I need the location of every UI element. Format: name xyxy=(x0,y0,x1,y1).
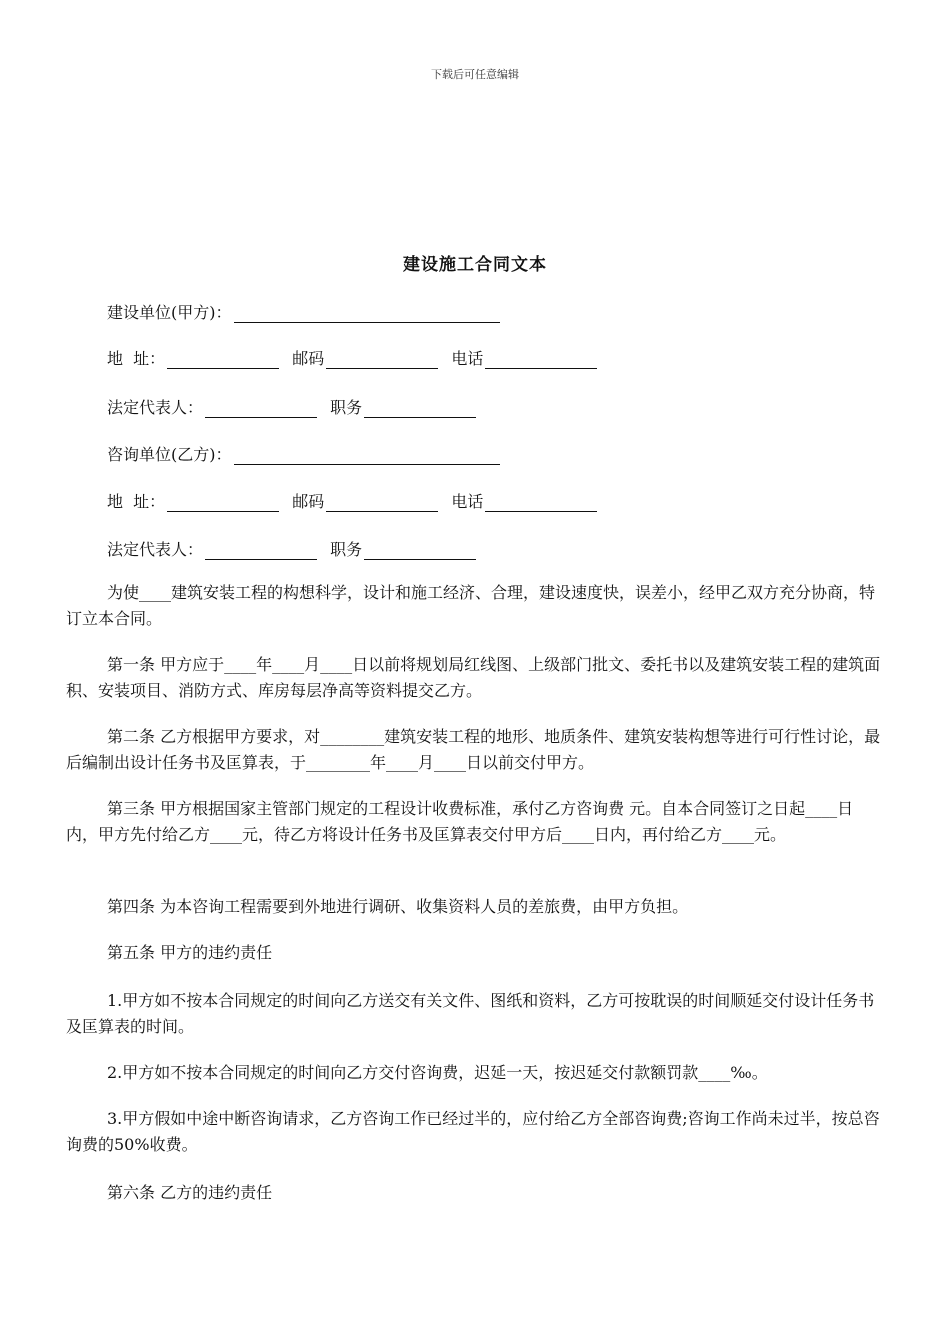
party-a-address-line xyxy=(107,346,599,369)
party-b-rep-label: 法定代表人： xyxy=(107,540,204,559)
party-b-rep-blank xyxy=(205,541,317,560)
party-a-rep-label: 法定代表人： xyxy=(107,398,204,417)
party-b-position-label: 职务 xyxy=(330,540,363,559)
party-b-postcode-blank xyxy=(326,493,438,512)
page-header-note: 下载后可任意编辑 xyxy=(431,68,519,81)
party-b-unit-label: 咨询单位(乙方)： xyxy=(107,445,232,464)
party-b-unit-line xyxy=(107,442,502,465)
article-3-paragraph: 第三条 甲方根据国家主管部门规定的工程设计收费标准，承付乙方咨询费 元。自本合同签订之日起____日内，甲方先付给乙方____元，待乙方将设计任务书及匡算表交付甲方后____日内，再付给乙方____元。 xyxy=(66,799,854,844)
party-a-unit-line xyxy=(107,300,502,323)
article-4-paragraph: 第四条 为本咨询工程需要到外地进行调研、收集资料人员的差旅费，由甲方负担。 xyxy=(107,897,689,916)
party-a-address-blank xyxy=(167,350,279,369)
article-5-clause-1: 1.甲方如不按本合同规定的时间向乙方送交有关文件、图纸和资料，乙方可按耽误的时间顺延交付设计任务书及匡算表的时间。 xyxy=(66,991,875,1036)
party-b-rep-line xyxy=(107,537,478,560)
article-5-clause-3: 3.甲方假如中途中断咨询请求，乙方咨询工作已经过半的，应付给乙方全部咨询费;咨询工作尚未过半，按总咨询费的50%收费。 xyxy=(66,1109,880,1154)
party-a-unit-blank xyxy=(234,304,500,323)
party-b-phone-blank xyxy=(485,493,597,512)
preamble-paragraph: 为使____建筑安装工程的构想科学，设计和施工经济、合理，建设速度快，误差小，经甲乙双方充分协商，特订立本合同。 xyxy=(66,583,876,628)
article-6-heading: 第六条 乙方的违约责任 xyxy=(107,1183,273,1202)
party-b-unit-blank xyxy=(234,446,500,465)
party-a-position-label: 职务 xyxy=(330,398,363,417)
party-a-position-blank xyxy=(364,399,476,418)
article-2-paragraph: 第二条 乙方根据甲方要求，对________建筑安装工程的地形、地质条件、建筑安装构想等进行可行性讨论，最后编制出设计任务书及匡算表，于________年____月____日以前交付甲方。 xyxy=(66,727,881,772)
party-a-postcode-blank xyxy=(326,350,438,369)
article-5-heading: 第五条 甲方的违约责任 xyxy=(107,943,273,962)
article-1-paragraph: 第一条 甲方应于____年____月____日以前将规划局红线图、上级部门批文、委托书以及建筑安装工程的建筑面积、安装项目、消防方式、库房每层净高等资料提交乙方。 xyxy=(66,655,881,700)
party-a-rep-line xyxy=(107,395,478,418)
party-a-unit-label: 建设单位(甲方)： xyxy=(107,303,232,322)
party-b-address-line xyxy=(107,489,599,512)
party-b-address-label: 地 址： xyxy=(107,492,166,511)
party-a-rep-blank xyxy=(205,399,317,418)
party-a-phone-blank xyxy=(485,350,597,369)
party-a-address-label: 地 址： xyxy=(107,349,166,368)
party-b-address-blank xyxy=(167,493,279,512)
party-a-phone-label: 电话 xyxy=(451,349,484,368)
article-5-clause-2: 2.甲方如不按本合同规定的时间向乙方交付咨询费，迟延一天，按迟延交付款额罚款____‰。 xyxy=(107,1063,768,1082)
party-b-postcode-label: 邮码 xyxy=(292,492,325,511)
party-b-position-blank xyxy=(364,541,476,560)
party-b-phone-label: 电话 xyxy=(451,492,484,511)
document-title: 建设施工合同文本 xyxy=(403,255,547,275)
party-a-postcode-label: 邮码 xyxy=(292,349,325,368)
